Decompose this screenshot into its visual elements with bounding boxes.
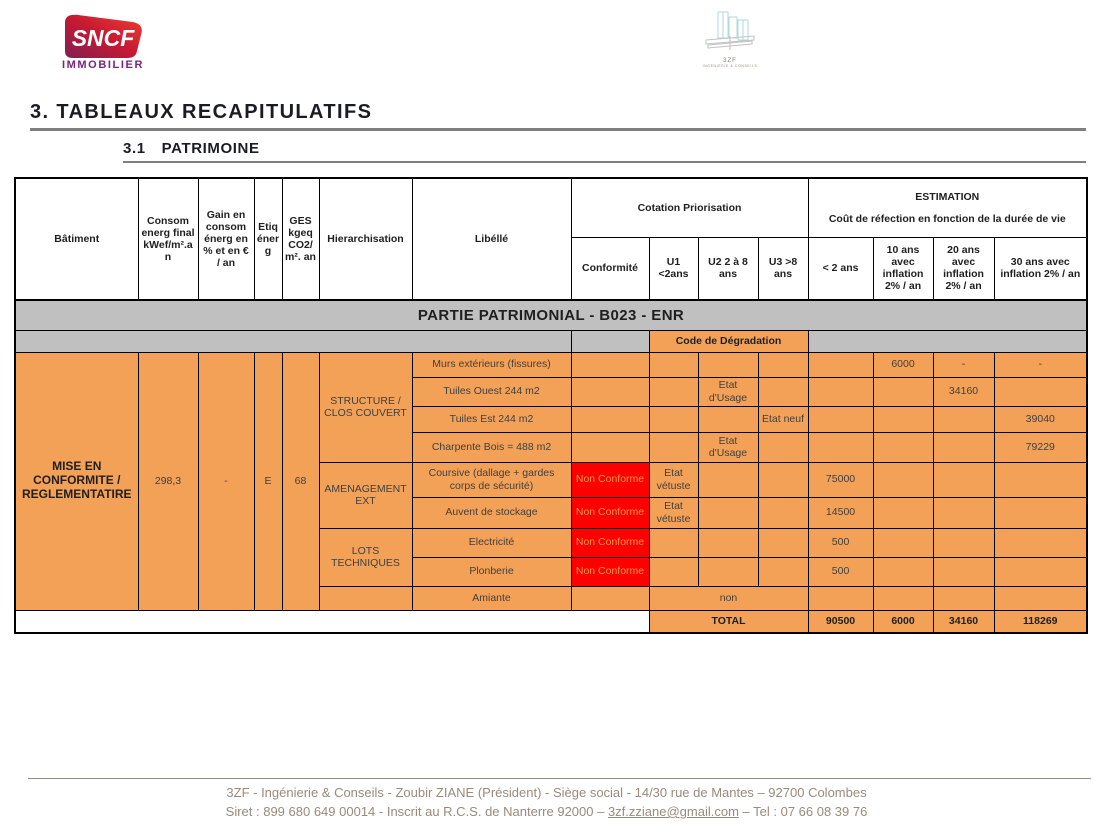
- u1-cell: [649, 406, 698, 432]
- libelle-cell: Tuiles Ouest 244 m2: [412, 377, 571, 406]
- libelle-cell: Plonberie: [412, 557, 571, 586]
- sncf-immobilier-label: IMMOBILIER: [62, 59, 144, 71]
- estimation-title: ESTIMATION: [915, 190, 980, 203]
- total-20ans: 34160: [933, 610, 994, 633]
- cost-30ans-cell: [994, 528, 1087, 557]
- cost-20ans-cell: [933, 406, 994, 432]
- code-degradation-spacer-right: [808, 330, 1087, 352]
- footer: [0, 783, 1093, 821]
- u3-cell: [758, 352, 808, 377]
- batiment-name: MISE EN CONFORMITE / REGLEMENTATIRE: [15, 352, 138, 610]
- col-header-30ans: 30 ans avec inflation 2% / an: [994, 237, 1087, 300]
- cost-10ans-cell: [873, 557, 933, 586]
- u3-cell: Etat neuf: [758, 406, 808, 432]
- col-header-etiq: Etiq énerg: [254, 178, 282, 300]
- col-header-consom: Consom energ final kWef/m².an: [138, 178, 198, 300]
- subsection-title-rule: [123, 161, 1086, 163]
- conformite-cell: [571, 432, 649, 462]
- cost-10ans-cell: [873, 406, 933, 432]
- group-header-estimation: [808, 178, 1087, 237]
- u3-cell: [758, 497, 808, 528]
- section-banner: PARTIE PATRIMONIAL - B023 - ENR: [15, 300, 1087, 330]
- cost-2ans-cell: [808, 586, 873, 610]
- col-header-u3: U3 >8 ans: [758, 237, 808, 300]
- cost-2ans-cell: 14500: [808, 497, 873, 528]
- u1-cell: [649, 352, 698, 377]
- group-amenagement-ext: AMENAGEMENT EXT: [319, 462, 412, 528]
- cost-10ans-cell: [873, 377, 933, 406]
- u1-cell: [649, 377, 698, 406]
- cost-20ans-cell: [933, 586, 994, 610]
- cost-20ans-cell: -: [933, 352, 994, 377]
- cost-20ans-cell: [933, 432, 994, 462]
- col-header-libelle: Libéllé: [412, 178, 571, 300]
- cost-10ans-cell: [873, 432, 933, 462]
- conformite-cell: Non Conforme: [571, 528, 649, 557]
- col-header-gain: Gain en consom énerg en % et en € / an: [198, 178, 254, 300]
- batiment-etiq: E: [254, 352, 282, 610]
- partner-logo-tagline: INGÉNIERIE & CONSEILS: [702, 64, 758, 68]
- libelle-cell: Tuiles Est 244 m2: [412, 406, 571, 432]
- cost-30ans-cell: 79229: [994, 432, 1087, 462]
- cost-2ans-cell: 75000: [808, 462, 873, 497]
- libelle-cell: Electricité: [412, 528, 571, 557]
- conformite-cell: Non Conforme: [571, 462, 649, 497]
- cost-30ans-cell: [994, 497, 1087, 528]
- cost-10ans-cell: [873, 528, 933, 557]
- cost-30ans-cell: [994, 462, 1087, 497]
- cost-30ans-cell: [994, 377, 1087, 406]
- u2-cell: [698, 462, 758, 497]
- total-30ans: 118269: [994, 610, 1087, 633]
- cost-2ans-cell: [808, 377, 873, 406]
- col-header-ges: GES kgeqCO2/m². an: [282, 178, 319, 300]
- u-merged-cell: non: [649, 586, 808, 610]
- cost-2ans-cell: 500: [808, 557, 873, 586]
- conformite-cell: Non Conforme: [571, 497, 649, 528]
- cost-2ans-cell: [808, 406, 873, 432]
- code-degradation-spacer-left: [15, 330, 571, 352]
- batiment-gain: -: [198, 352, 254, 610]
- u2-cell: Etat d'Usage: [698, 432, 758, 462]
- partner-logo: [698, 8, 762, 69]
- libelle-cell: Auvent de stockage: [412, 497, 571, 528]
- section-title: 3. TABLEAUX RECAPITULATIFS: [30, 101, 373, 123]
- col-header-hierarchisation: Hierarchisation: [319, 178, 412, 300]
- cost-10ans-cell: [873, 462, 933, 497]
- footer-line1: 3ZF - Ingénierie & Conseils - Zoubir ZIANE (Président) - Siège social - 14/30 rue de Mantes – 92700 Colombes: [226, 785, 867, 800]
- code-degradation-label: Code de Dégradation: [649, 330, 808, 352]
- col-header-20ans: 20 ans avec inflation 2% / an: [933, 237, 994, 300]
- conformite-cell: [571, 377, 649, 406]
- email-link[interactable]: 3zf.zziane@gmail.com: [607, 804, 739, 819]
- total-10ans: 6000: [873, 610, 933, 633]
- subsection-number: 3.1: [123, 140, 146, 157]
- u2-cell: [698, 406, 758, 432]
- u1-cell: Etat vétuste: [649, 462, 698, 497]
- footer-siret: Siret : 899 680 649 00014 - Inscrit au R.C.S. de Nanterre 92000 –: [225, 804, 608, 819]
- u3-cell: [758, 432, 808, 462]
- group-structure-clos-couvert: STRUCTURE / CLOS COUVERT: [319, 352, 412, 462]
- cost-10ans-cell: [873, 497, 933, 528]
- group-header-cotation: Cotation Priorisation: [571, 178, 808, 237]
- cost-20ans-cell: [933, 462, 994, 497]
- col-header-lt2ans: < 2 ans: [808, 237, 873, 300]
- u2-cell: [698, 352, 758, 377]
- cost-20ans-cell: 34160: [933, 377, 994, 406]
- cost-2ans-cell: [808, 352, 873, 377]
- u1-cell: Etat vétuste: [649, 497, 698, 528]
- total-2ans: 90500: [808, 610, 873, 633]
- u1-cell: [649, 432, 698, 462]
- libelle-cell: Amiante: [412, 586, 571, 610]
- subsection-title: [123, 140, 260, 157]
- libelle-cell: Murs extérieurs (fissures): [412, 352, 571, 377]
- u2-cell: [698, 557, 758, 586]
- u1-cell: [649, 528, 698, 557]
- u2-cell: [698, 528, 758, 557]
- batiment-ges: 68: [282, 352, 319, 610]
- code-degradation-spacer-conf: [571, 330, 649, 352]
- u3-cell: [758, 462, 808, 497]
- footer-tel: – Tel : 07 66 08 39 76: [738, 804, 868, 819]
- estimation-subtitle: Coût de réfection en fonction de la durée de vie: [828, 212, 1066, 225]
- total-spacer: [15, 610, 649, 633]
- group-lots-techniques: LOTS TECHNIQUES: [319, 528, 412, 586]
- col-header-conformite: Conformité: [571, 237, 649, 300]
- section-title-rule: [30, 128, 1086, 131]
- svg-text:SNCF: SNCF: [71, 25, 135, 51]
- sncf-logo-icon: [63, 12, 143, 60]
- conformite-cell: [571, 352, 649, 377]
- partner-logo-name: 3ZF: [723, 58, 737, 64]
- col-header-u1: U1 <2ans: [649, 237, 698, 300]
- cost-30ans-cell: [994, 586, 1087, 610]
- col-header-u2: U2 2 à 8 ans: [698, 237, 758, 300]
- buildings-icon: [702, 8, 758, 54]
- conformite-cell: [571, 586, 649, 610]
- u3-cell: [758, 528, 808, 557]
- subsection-label: PATRIMOINE: [161, 140, 260, 157]
- footer-rule: [28, 778, 1091, 779]
- cost-10ans-cell: [873, 586, 933, 610]
- col-header-10ans: 10 ans avec inflation 2% / an: [873, 237, 933, 300]
- u3-cell: [758, 557, 808, 586]
- u1-cell: [649, 557, 698, 586]
- total-label: TOTAL: [649, 610, 808, 633]
- cost-20ans-cell: [933, 528, 994, 557]
- cost-30ans-cell: 39040: [994, 406, 1087, 432]
- cost-20ans-cell: [933, 497, 994, 528]
- patrimoine-table: [14, 177, 1088, 634]
- batiment-consom: 298,3: [138, 352, 198, 610]
- cost-20ans-cell: [933, 557, 994, 586]
- u2-cell: Etat d'Usage: [698, 377, 758, 406]
- footer-line2: [0, 802, 1093, 821]
- cost-30ans-cell: -: [994, 352, 1087, 377]
- cost-10ans-cell: 6000: [873, 352, 933, 377]
- group-empty: [319, 586, 412, 610]
- sncf-logo: [63, 12, 143, 65]
- col-header-batiment: Bâtiment: [15, 178, 138, 300]
- cost-30ans-cell: [994, 557, 1087, 586]
- cost-2ans-cell: [808, 432, 873, 462]
- conformite-cell: Non Conforme: [571, 557, 649, 586]
- cost-2ans-cell: 500: [808, 528, 873, 557]
- u3-cell: [758, 377, 808, 406]
- conformite-cell: [571, 406, 649, 432]
- libelle-cell: Coursive (dallage + gardes corps de sécurité): [412, 462, 571, 497]
- libelle-cell: Charpente Bois = 488 m2: [412, 432, 571, 462]
- u2-cell: [698, 497, 758, 528]
